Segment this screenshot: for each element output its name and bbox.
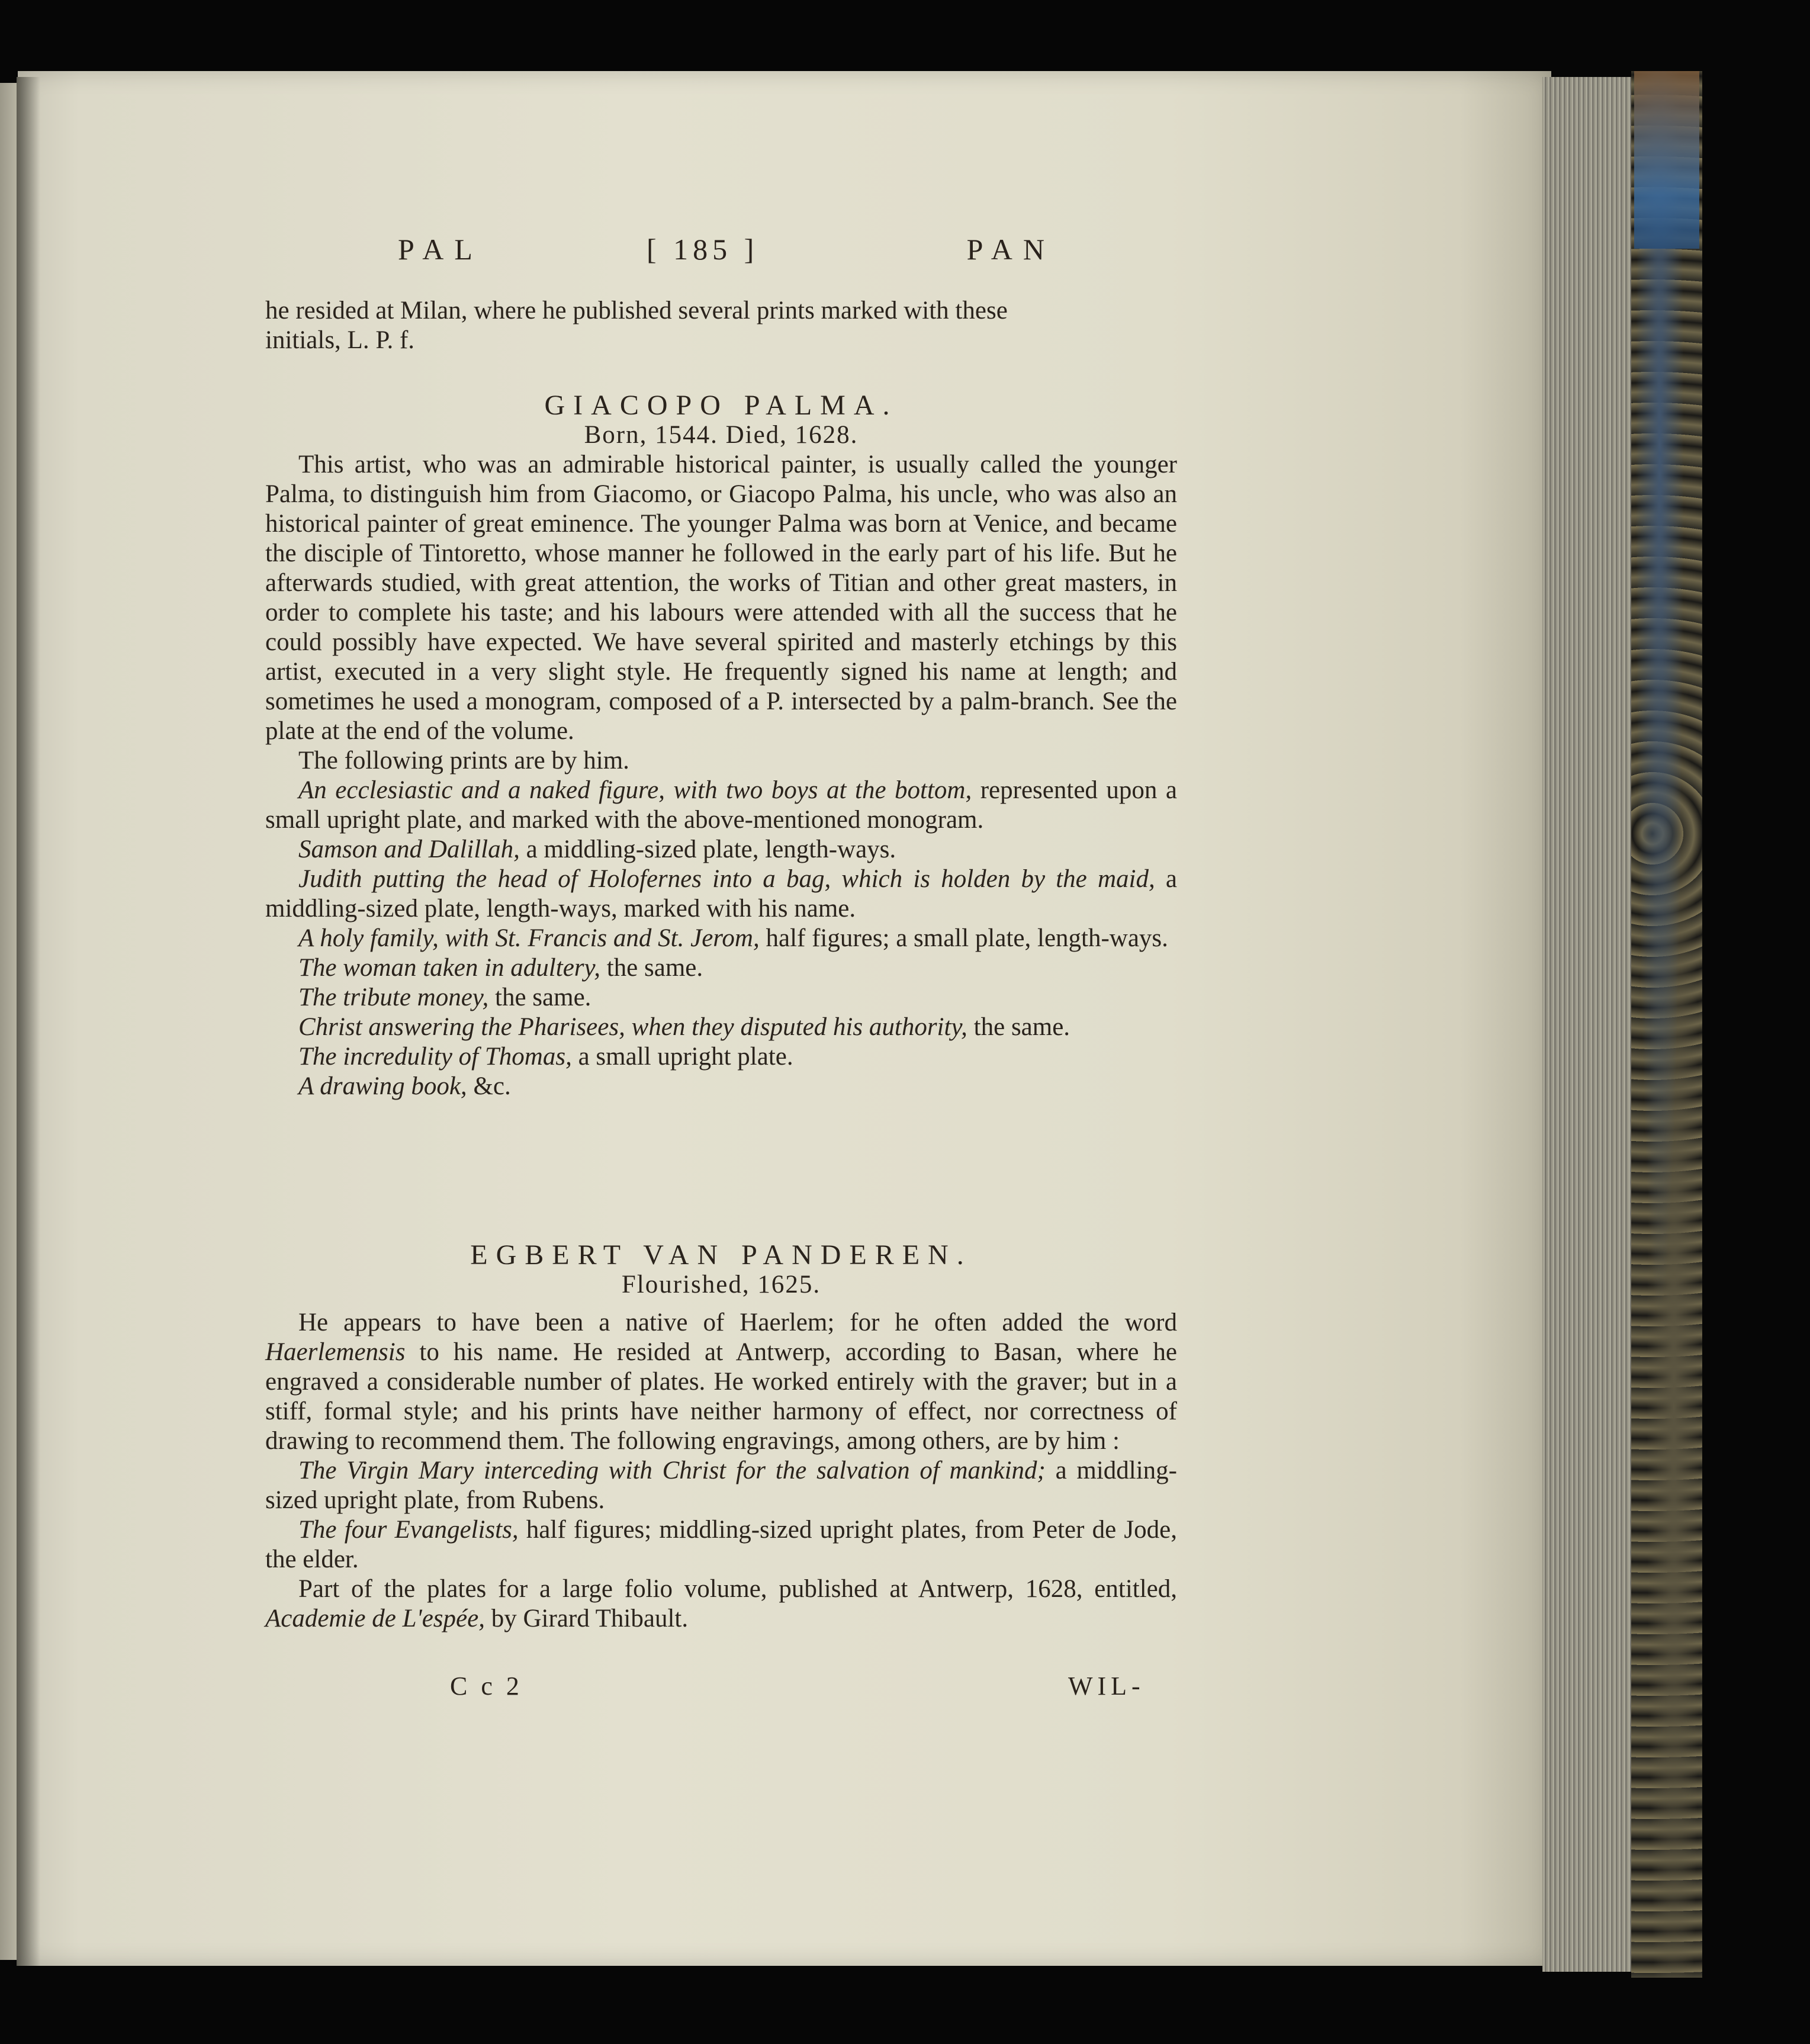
print-title: An ecclesiastic and a naked figure, with two boys at the bottom, (298, 776, 972, 804)
print-title: A drawing book, (298, 1072, 467, 1100)
print-desc: a middling-sized upright plate, from Rubens. (265, 1457, 1177, 1514)
paragraph-text: by Girard Thibault. (484, 1605, 689, 1632)
print-desc: half figures; middling-sized upright plates, from Peter de Jode, the elder. (265, 1516, 1177, 1573)
print-item (265, 1515, 1177, 1574)
print-desc: represented upon a small upright plate, and marked with the above-mentioned monogram. (265, 776, 1177, 834)
closing-paragraph (265, 1574, 1177, 1634)
print-item (265, 776, 1177, 835)
print-item (265, 1013, 1177, 1042)
print-item (265, 983, 1177, 1013)
print-desc: the same. (488, 984, 591, 1011)
print-desc: half figures; a small plate, length-ways. (759, 924, 1168, 952)
print-item (265, 1042, 1177, 1072)
print-desc: the same. (600, 954, 703, 982)
print-title: Christ answering the Pharisees, when they disputed his authority, (298, 1013, 967, 1041)
print-item (265, 1072, 1177, 1101)
print-title: The tribute money, (298, 984, 489, 1011)
gutter-shadow (17, 77, 40, 1966)
entry-heading: EGBERT VAN PANDEREN. (470, 1239, 972, 1271)
paragraph-text: He appears to have been a native of Haerlem; for he often added the word (298, 1309, 1177, 1336)
paragraph-text: to his name. He resided at Antwerp, according to Basan, where he engraved a considerable number of plates. He worked entirely with the graver; but in a stiff, formal style; and his prints have neither harmony of effect, nor correctness of drawing to recommend them. The following engravings, among others, are by him : (265, 1338, 1177, 1455)
print-item (265, 953, 1177, 983)
paragraph-italic: Academie de L'espée, (265, 1605, 485, 1632)
entry-dates: Born, 1544. Died, 1628. (584, 421, 859, 449)
running-head-left: PAL (398, 233, 483, 266)
print-title: The woman taken in adultery, (298, 954, 600, 982)
print-desc: &c. (467, 1072, 511, 1100)
print-item (265, 924, 1177, 953)
page-fore-edge (1542, 77, 1631, 1972)
cover-corner (1634, 71, 1699, 249)
intro-line-1: he resided at Milan, where he published several prints marked with these (265, 297, 1008, 324)
print-item (265, 864, 1177, 924)
running-head-right: PAN (966, 233, 1055, 266)
intro-text (265, 296, 1177, 355)
print-title: The Virgin Mary interceding with Christ for the salvation of mankind; (298, 1457, 1046, 1484)
catchword: WIL- (1068, 1672, 1145, 1701)
marbled-cover-board (1631, 71, 1702, 1978)
palma-entry (265, 391, 1177, 1101)
print-title: A holy family, with St. Francis and St. Jerom, (298, 924, 760, 952)
panderen-entry (265, 1240, 1177, 1634)
signature-mark: C c 2 (450, 1672, 523, 1701)
print-desc: a small upright plate. (571, 1043, 793, 1071)
print-item (265, 1456, 1177, 1515)
print-desc: the same. (967, 1013, 1070, 1041)
entry-dates: Flourished, 1625. (621, 1271, 821, 1299)
print-title: Samson and Dalillah, (298, 835, 520, 863)
print-desc: a middling-sized plate, length-ways. (519, 835, 896, 863)
print-item (265, 835, 1177, 864)
intro-line-2: initials, L. P. f. (265, 326, 415, 354)
print-title: Judith putting the head of Holofernes into a bag, which is holden by the maid, (298, 865, 1155, 893)
print-desc: a middling-sized plate, length-ways, marked with his name. (265, 865, 1178, 923)
prints-intro: The following prints are by him. (298, 747, 629, 774)
print-title: The four Evangelists, (298, 1516, 519, 1544)
entry-paragraph: This artist, who was an admirable historical painter, is usually called the younger Palma, to distinguish him from Giacomo, or Giacopo Palma, his uncle, who was also an historical painter of great eminence. The younger Palma was born at Venice, and became the disciple of Tintoretto, whose manner he followed in the early part of his life. But he afterwards studied, with great attention, the works of Titian and other great masters, in order to complete his taste; and his labours were attended with all the success that he could possibly have expected. We have several spirited and masterly etchings by this artist, executed in a very slight style. He frequently signed his name at length; and sometimes he used a monogram, composed of a P. intersected by a palm-branch. See the plate at the end of the volume. (265, 451, 1177, 745)
entry-paragraph (265, 1308, 1177, 1456)
running-head (398, 232, 1055, 268)
paragraph-italic: Haerlemensis (265, 1338, 406, 1366)
entry-heading: GIACOPO PALMA. (544, 390, 898, 421)
print-title: The incredulity of Thomas, (298, 1043, 572, 1071)
page-number: [ 185 ] (647, 233, 759, 266)
paragraph-text: Part of the plates for a large folio volume, published at Antwerp, 1628, entitled, (298, 1575, 1177, 1603)
